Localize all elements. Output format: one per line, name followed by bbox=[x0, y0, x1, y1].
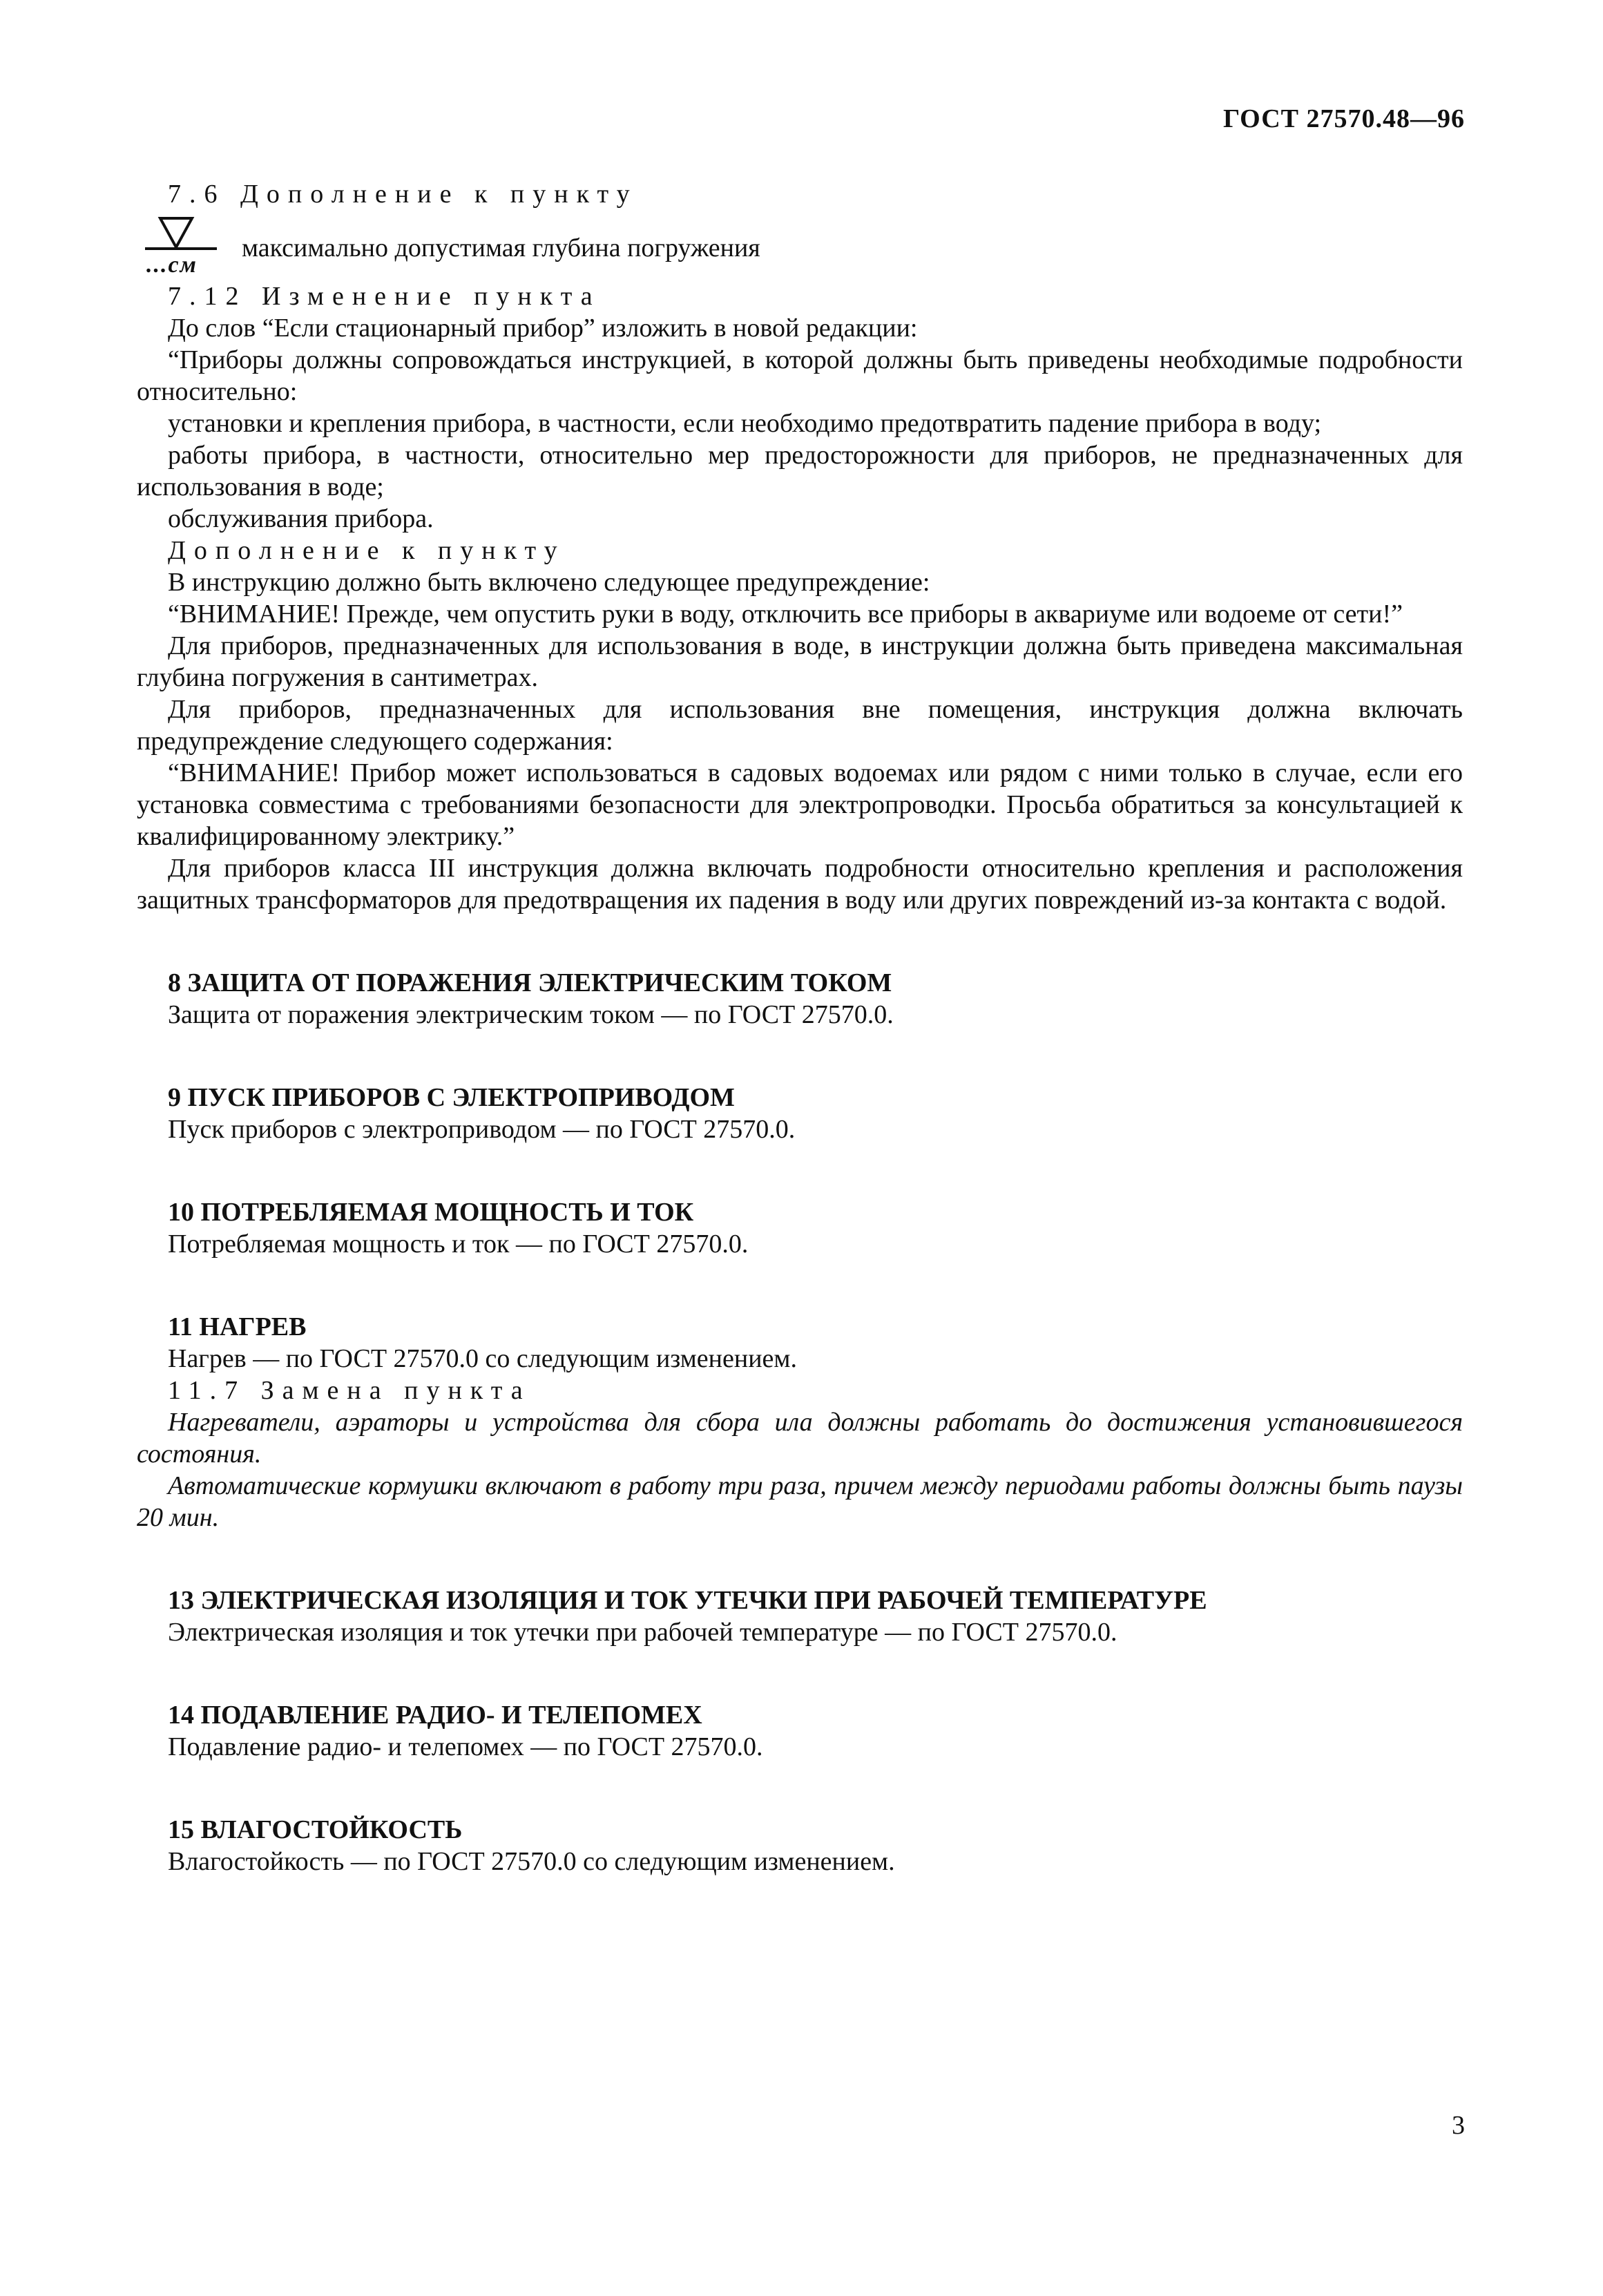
clause-7-6-heading: 7.6 Дополнение к пункту bbox=[168, 180, 638, 209]
depth-symbol-description: максимально допустимая глубина погружения bbox=[242, 233, 760, 262]
clause-7-12-heading: 7.12 Изменение пункта bbox=[168, 282, 601, 311]
depth-symbol-row bbox=[137, 213, 1463, 278]
instruction-quote: “Приборы должны сопровождаться инструкцией, в которой должны быть приведены необходимые подробности относительно: bbox=[137, 345, 1463, 406]
clause-7-12-intro: До слов “Если стационарный прибор” изложить в новой редакции: bbox=[168, 314, 918, 343]
outdoor-requirement: Для приборов, предназначенных для использования вне помещения, инструкция должна включать предупреждение следующего содержания: bbox=[137, 695, 1463, 756]
document-code-header: ГОСТ 27570.48—96 bbox=[1222, 104, 1465, 133]
section-15-body: Влагостойкость — по ГОСТ 27570.0 со следующим изменением. bbox=[168, 1847, 895, 1876]
section-8-body: Защита от поражения электрическим током — по ГОСТ 27570.0. bbox=[168, 1000, 894, 1029]
page-content bbox=[137, 178, 1463, 1877]
section-11-title: 11 НАГРЕВ bbox=[168, 1312, 307, 1341]
clause-11-7-heading: 11.7 Замена пункта bbox=[168, 1376, 531, 1405]
section-10-title: 10 ПОТРЕБЛЯЕМАЯ МОЩНОСТЬ И ТОК bbox=[168, 1198, 694, 1227]
section-8-title: 8 ЗАЩИТА ОТ ПОРАЖЕНИЯ ЭЛЕКТРИЧЕСКИМ ТОКОМ bbox=[168, 968, 892, 997]
instruction-item-installation: установки и крепления прибора, в частности, если необходимо предотвратить падение прибора в воду; bbox=[168, 409, 1322, 438]
warning-garden-pond: “ВНИМАНИЕ! Прибор может использоваться в садовых водоемах или рядом с ними только в случае, если его установка совместима с требованиями безопасности для электропроводки. Просьба обратиться за консультацией к квалифицированному электрику.” bbox=[137, 758, 1463, 851]
section-10-body: Потребляемая мощность и ток — по ГОСТ 27570.0. bbox=[168, 1230, 749, 1259]
warning-intro: В инструкцию должно быть включено следующее предупреждение: bbox=[168, 568, 930, 597]
page-number: 3 bbox=[1452, 2111, 1465, 2140]
instruction-item-maintenance: обслуживания прибора. bbox=[168, 504, 434, 533]
depth-symbol-unit: ...см bbox=[146, 252, 198, 278]
section-14-title: 14 ПОДАВЛЕНИЕ РАДИО- И ТЕЛЕПОМЕХ bbox=[168, 1701, 702, 1730]
section-13-title: 13 ЭЛЕКТРИЧЕСКАЯ ИЗОЛЯЦИЯ И ТОК УТЕЧКИ ПРИ РАБОЧЕЙ ТЕМПЕРАТУРЕ bbox=[168, 1586, 1207, 1615]
clause-11-7-feeders: Автоматические кормушки включают в работу три раза, причем между периодами работы должны быть паузы 20 мин. bbox=[137, 1471, 1463, 1532]
section-9-title: 9 ПУСК ПРИБОРОВ С ЭЛЕКТРОПРИВОДОМ bbox=[168, 1083, 735, 1112]
immersion-depth-icon bbox=[145, 213, 249, 278]
class-iii-requirement: Для приборов класса III инструкция должна включать подробности относительно крепления и расположения защитных трансформаторов для предотвращения их падения в воду или других повреждений из-за контакта с водой. bbox=[137, 854, 1463, 915]
addition-heading: Дополнение к пункту bbox=[168, 536, 566, 565]
section-15-title: 15 ВЛАГОСТОЙКОСТЬ bbox=[168, 1815, 463, 1844]
clause-11-7-heaters: Нагреватели, аэраторы и устройства для сбора ила должны работать до достижения установившегося состояния. bbox=[137, 1408, 1463, 1469]
section-11-body: Нагрев — по ГОСТ 27570.0 со следующим изменением. bbox=[168, 1344, 797, 1373]
section-9-body: Пуск приборов с электроприводом — по ГОСТ 27570.0. bbox=[168, 1115, 796, 1144]
depth-requirement: Для приборов, предназначенных для использования в воде, в инструкции должна быть приведена максимальная глубина погружения в сантиметрах. bbox=[137, 631, 1463, 692]
warning-aquarium: “ВНИМАНИЕ! Прежде, чем опустить руки в воду, отключить все приборы в аквариуме или водоеме от сети!” bbox=[168, 600, 1403, 629]
instruction-item-operation: работы прибора, в частности, относительно мер предосторожности для приборов, не предназначенных для использования в воде; bbox=[137, 441, 1463, 501]
section-14-body: Подавление радио- и телепомех — по ГОСТ 27570.0. bbox=[168, 1732, 763, 1761]
section-13-body: Электрическая изоляция и ток утечки при рабочей температуре — по ГОСТ 27570.0. bbox=[168, 1618, 1117, 1647]
